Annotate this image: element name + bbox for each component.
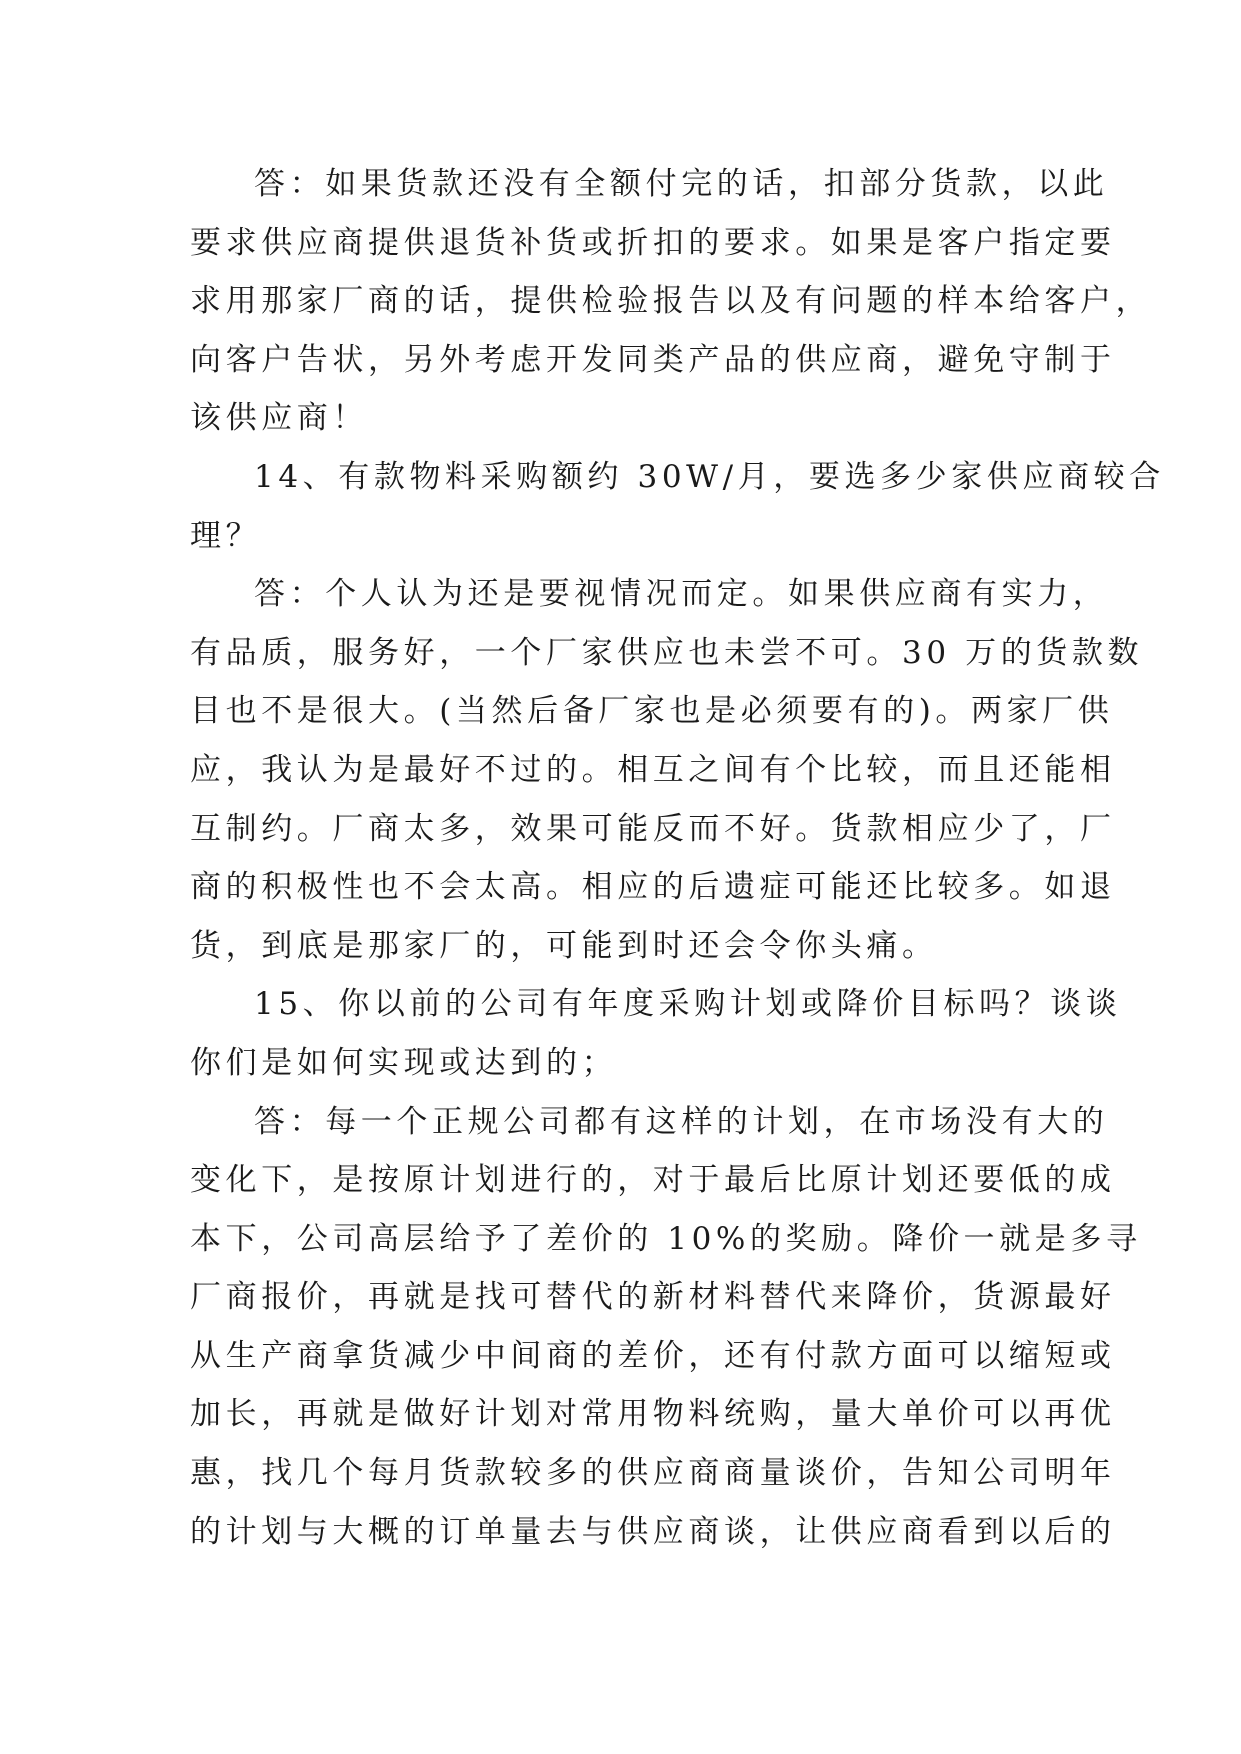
text-line: 目也不是很大。(当然后备厂家也是必须要有的)。两家厂供 <box>190 693 1114 730</box>
text-line: 的计划与大概的订单量去与供应商谈，让供应商看到以后的 <box>190 1513 1116 1550</box>
text-line: 从生产商拿货减少中间商的差价，还有付款方面可以缩短或 <box>190 1337 1116 1374</box>
text-line: 该供应商！ <box>190 400 368 437</box>
text-line: 货，到底是那家厂的，可能到时还会令你头痛。 <box>190 927 938 964</box>
document-body <box>190 155 1165 1561</box>
text-line: 厂商报价，再就是找可替代的新材料替代来降价，货源最好 <box>190 1279 1116 1316</box>
text-line: 15、你以前的公司有年度采购计划或降价目标吗？谈谈 <box>254 986 1122 1023</box>
text-line: 本下，公司高层给予了差价的 10%的奖励。降价一就是多寻 <box>190 1220 1142 1257</box>
text-line: 答：个人认为还是要视情况而定。如果供应商有实力， <box>254 576 1109 613</box>
text-line: 你们是如何实现或达到的； <box>190 1044 618 1081</box>
text-line: 向客户告状，另外考虑开发同类产品的供应商，避免守制于 <box>190 341 1116 378</box>
text-line: 答：如果货款还没有全额付完的话，扣部分货款，以此 <box>254 166 1109 202</box>
text-line: 有品质，服务好，一个厂家供应也未尝不可。30 万的货款数 <box>190 634 1144 671</box>
text-line: 互制约。厂商太多，效果可能反而不好。货款相应少了，厂 <box>190 810 1116 847</box>
text-line: 惠，找几个每月货款较多的供应商商量谈价，告知公司明年 <box>190 1455 1116 1492</box>
text-line: 加长，再就是做好计划对常用物料统购，量大单价可以再优 <box>190 1396 1116 1433</box>
text-line: 求用那家厂商的话，提供检验报告以及有问题的样本给客户， <box>190 283 1152 320</box>
text-line: 理？ <box>190 517 262 554</box>
text-line: 14、有款物料采购额约 30W/月，要选多少家供应商较合 <box>254 458 1165 495</box>
text-line: 答：每一个正规公司都有这样的计划，在市场没有大的 <box>254 1103 1109 1140</box>
text-line: 应，我认为是最好不过的。相互之间有个比较，而且还能相 <box>190 751 1116 788</box>
text-line: 变化下，是按原计划进行的，对于最后比原计划还要低的成 <box>190 1162 1116 1199</box>
text-line: 要求供应商提供退货补货或折扣的要求。如果是客户指定要 <box>190 224 1116 261</box>
text-line: 商的积极性也不会太高。相应的后遗症可能还比较多。如退 <box>190 869 1116 906</box>
